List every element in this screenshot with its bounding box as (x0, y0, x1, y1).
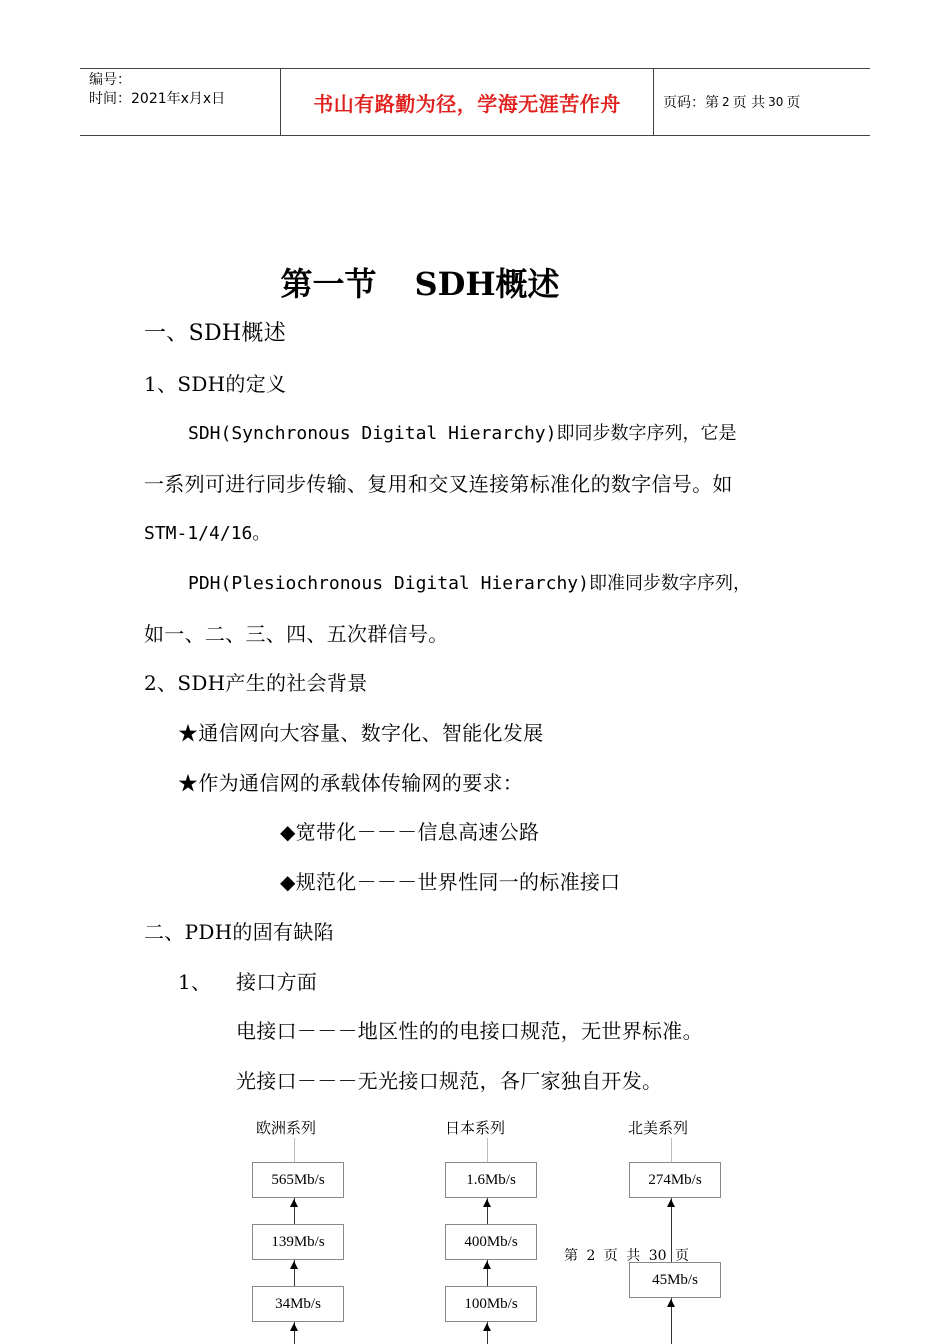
list-number-interface: 1、 (178, 970, 212, 994)
section-title-text: SDH概述 (414, 265, 560, 303)
japan-rate-box: 100Mb/s (445, 1286, 537, 1322)
arrow-up-icon (290, 1199, 298, 1207)
list-text-interface: 接口方面 (236, 970, 318, 994)
doc-number-label: 编号： (89, 72, 131, 88)
header-page-info (654, 69, 870, 135)
subbullet-standardization: ◆规范化－－－世界性同一的标准接口 (280, 870, 621, 894)
arrow-up-icon (483, 1199, 491, 1207)
heading-pdh-defects: 二、PDH的固有缺陷 (144, 920, 334, 944)
arrow-up-icon (290, 1261, 298, 1269)
heading-sdh-overview: 一、SDH概述 (144, 321, 286, 346)
paragraph-sdh-line1: SDH(Synchronous Digital Hierarchy)即同步数字序列，它是 (188, 423, 737, 444)
page-number: 2 (722, 95, 730, 109)
europe-rate-box: 139Mb/s (252, 1224, 344, 1260)
doc-time-label: 时间：2021年x月x日 (89, 91, 226, 107)
paragraph-pdh-line2: 如一、二、三、四、五次群信号。 (144, 622, 449, 646)
section-title (0, 262, 840, 306)
paragraph-pdh-line1: PDH(Plesiochronous Digital Hierarchy)即准同步数字序列， (188, 573, 751, 594)
page-mid: 页 共 (732, 95, 766, 111)
header-meta (80, 69, 281, 135)
paragraph-electrical-interface: 电接口－－－地区性的的电接口规范，无世界标准。 (236, 1019, 703, 1043)
arrow-up-icon (483, 1323, 491, 1331)
arrow-up-icon (483, 1261, 491, 1269)
page-prefix: 页码：第 (663, 95, 719, 111)
subbullet-broadband: ◆宽带化－－－信息高速公路 (280, 820, 540, 844)
page-footer: 第 2 页 共 30 页 (564, 1248, 689, 1264)
page-suffix: 页 (786, 95, 801, 111)
japan-rate-box: 400Mb/s (445, 1224, 537, 1260)
paragraph-sdh-line2: 一系列可进行同步传输、复用和交叉连接第标准化的数字信号。如 (144, 472, 733, 496)
north-america-rate-box: 274Mb/s (629, 1162, 721, 1198)
north-america-rate-box: 45Mb/s (629, 1262, 721, 1298)
arrow-up-icon (667, 1299, 675, 1307)
section-title-number: 第一节 (280, 265, 377, 303)
japan-rate-box: 1.6Mb/s (445, 1162, 537, 1198)
paragraph-sdh-line3: STM-1/4/16。 (144, 523, 271, 544)
europe-series-title: 欧洲系列 (256, 1119, 317, 1137)
north-america-series-title: 北美系列 (628, 1119, 689, 1137)
arrow-up-icon (290, 1323, 298, 1331)
bullet-network-requirements: ★作为通信网的承载体传输网的要求： (178, 771, 524, 795)
europe-rate-box: 565Mb/s (252, 1162, 344, 1198)
arrow-up-icon (667, 1199, 675, 1207)
paragraph-optical-interface: 光接口－－－无光接口规范，各厂家独自开发。 (236, 1069, 663, 1093)
europe-rate-box: 34Mb/s (252, 1286, 344, 1322)
heading-sdh-definition: 1、SDH的定义 (144, 372, 287, 396)
page-header (80, 68, 870, 136)
header-motto: 书山有路勤为径，学海无涯苦作舟 (281, 69, 654, 135)
japan-series-title: 日本系列 (445, 1119, 506, 1137)
page-total: 30 (768, 95, 784, 109)
heading-sdh-background: 2、SDH产生的社会背景 (144, 671, 368, 695)
bullet-network-development: ★通信网向大容量、数字化、智能化发展 (178, 721, 544, 745)
